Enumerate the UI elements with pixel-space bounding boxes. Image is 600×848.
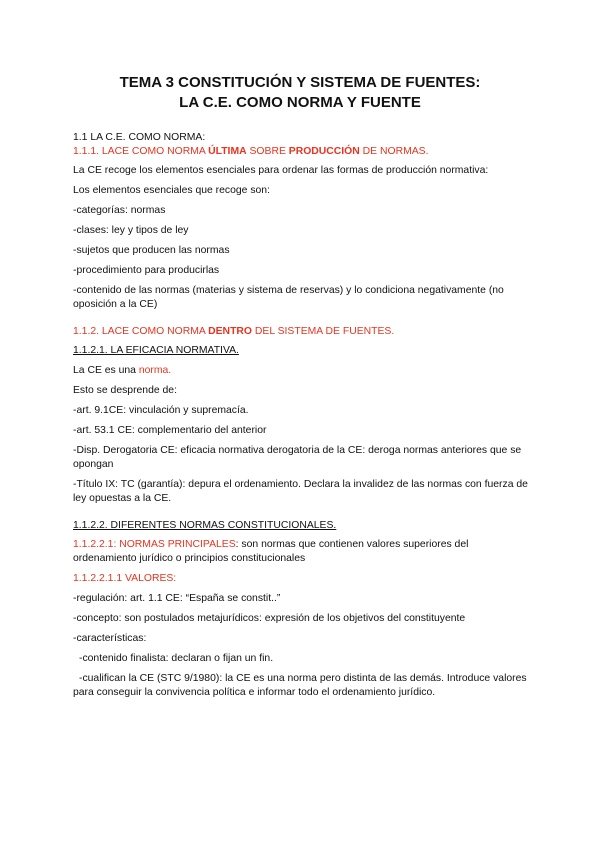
section-heading-1-1: 1.1 LA C.E. COMO NORMA: — [73, 132, 206, 143]
paragraph: La CE es una norma. — [73, 365, 172, 376]
heading-1-1-2-1: 1.1.2.1. LA EFICACIA NORMATIVA. — [73, 345, 239, 356]
list-item: -sujetos que producen las normas — [73, 245, 230, 256]
list-item: -Título IX: TC (garantía): depura el ordenamiento. Declara la invalidez de las normas con fuerza de ley opuestas a la CE. — [73, 479, 528, 504]
list-item: -Disp. Derogatoria CE: eficacia normativa derogatoria de la CE: deroga normas anteriores que se opongan — [73, 445, 522, 470]
paragraph: La CE recoge los elementos esenciales para ordenar las formas de producción normativa: — [73, 165, 489, 176]
list-item: -art. 53.1 CE: complementario del anterior — [73, 425, 267, 436]
subsection-heading-1-1-1: 1.1.1. LACE COMO NORMA ÚLTIMA SOBRE PRODUCCIÓN DE NORMAS. — [73, 146, 429, 157]
list-item: -clases: ley y tipos de ley — [73, 225, 189, 236]
list-item: -contenido de las normas (materias y sistema de reservas) y lo condiciona negativamente (no oposición a la CE) — [73, 285, 504, 310]
subsection-heading-1-1-2: 1.1.2. LACE COMO NORMA DENTRO DEL SISTEMA DE FUENTES. — [73, 326, 395, 337]
title-line-1: TEMA 3 CONSTITUCIÓN Y SISTEMA DE FUENTES: — [119, 74, 481, 91]
list-item: -categorías: normas — [73, 205, 166, 216]
document-body — [73, 131, 528, 700]
list-item: -procedimiento para producirlas — [73, 265, 220, 276]
list-item: -regulación: art. 1.1 CE: “España se constit..” — [73, 593, 281, 604]
list-item: -características: — [73, 633, 147, 644]
heading-valores: 1.1.2.2.1.1 VALORES: — [73, 573, 177, 584]
paragraph: Esto se desprende de: — [73, 385, 177, 396]
paragraph: Los elementos esenciales que recoge son: — [73, 185, 270, 196]
document-title — [60, 73, 540, 113]
sub-list-item: -contenido finalista: declaran o fijan un fin. — [79, 653, 274, 664]
paragraph: 1.1.2.2.1: NORMAS PRINCIPALES: son normas que contienen valores superiores del ordenamiento jurídico o principios constitucionales — [73, 539, 469, 564]
heading-1-1-2-2: 1.1.2.2. DIFERENTES NORMAS CONSTITUCIONALES. — [73, 520, 337, 531]
sub-list-item: -cualifican la CE (STC 9/1980): la CE es una norma pero distinta de las demás. Introduce valores para conseguir la convivencia política e informar todo el ordenamiento jurídico. — [73, 673, 527, 698]
list-item: -concepto: son postulados metajurídicos: expresión de los objetivos del constituyente — [73, 613, 466, 624]
title-line-2: LA C.E. COMO NORMA Y FUENTE — [179, 94, 421, 111]
list-item: -art. 9.1CE: vinculación y supremacía. — [73, 405, 249, 416]
